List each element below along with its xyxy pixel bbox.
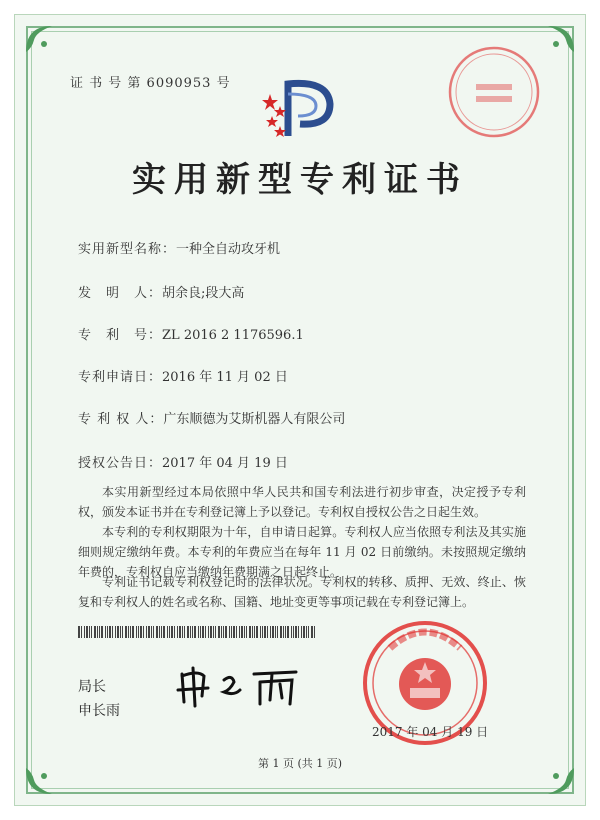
field-value: 胡余良;段大高 xyxy=(162,286,245,301)
barcode-bar xyxy=(303,626,305,638)
barcode-bar xyxy=(231,626,232,638)
barcode-bar xyxy=(194,626,196,638)
barcode-bar xyxy=(148,626,150,638)
signature-title: 局长 xyxy=(78,679,106,695)
barcode-bar xyxy=(187,626,189,638)
barcode-icon xyxy=(78,626,318,638)
barcode-bar xyxy=(151,626,152,638)
barcode-bar xyxy=(311,626,313,638)
barcode-bar xyxy=(213,626,214,638)
barcode-bar xyxy=(252,626,253,638)
field-application-date xyxy=(78,366,288,385)
barcode-bar xyxy=(283,626,284,638)
barcode-bar xyxy=(163,626,165,638)
barcode-bar xyxy=(200,626,201,638)
barcode-bar xyxy=(236,626,237,638)
field-value: ZL 2016 2 1176596.1 xyxy=(162,328,304,343)
barcode-bar xyxy=(107,626,108,638)
barcode-bar xyxy=(171,626,173,638)
barcode-bar xyxy=(78,626,80,638)
barcode-bar xyxy=(267,626,268,638)
barcode-bar xyxy=(190,626,191,638)
barcode-bar xyxy=(306,626,307,638)
barcode-bar xyxy=(156,626,158,638)
barcode-bar xyxy=(86,626,88,638)
field-utility-model-name xyxy=(78,238,280,257)
field-patentee xyxy=(78,408,345,427)
barcode-bar xyxy=(117,626,119,638)
certificate-title: 实用新型专利证书 xyxy=(132,160,468,200)
barcode-bar xyxy=(84,626,85,638)
certificate-number xyxy=(70,72,231,91)
barcode-bar xyxy=(132,626,134,638)
barcode-bar xyxy=(81,626,82,638)
seal-date: 2017 年 04 月 19 日 xyxy=(372,725,489,739)
barcode-bar xyxy=(291,626,292,638)
signature-name: 申长雨 xyxy=(78,703,120,719)
barcode-bar xyxy=(167,626,168,638)
barcode-bar xyxy=(229,626,230,638)
barcode-bar xyxy=(285,626,286,638)
corner-ornament-icon xyxy=(22,22,56,56)
barcode-bar xyxy=(218,626,220,638)
field-value: 广东顺德为艾斯机器人有限公司 xyxy=(163,412,346,427)
corner-ornament-icon xyxy=(544,22,578,56)
agency-stamp-icon xyxy=(446,44,542,140)
body-paragraph: 本实用新型经过本局依照中华人民共和国专利法进行初步审查，决定授予专利权，颁发本证书并在专利登记簿上予以登记。专利权自授权公告之日起生效。 xyxy=(78,485,526,519)
barcode-bar xyxy=(182,626,183,638)
handwritten-signature-icon xyxy=(168,660,308,710)
certificate-number-value: 6090953 xyxy=(146,76,212,91)
barcode-bar xyxy=(272,626,274,638)
barcode-bar xyxy=(159,626,160,638)
barcode-bar xyxy=(298,626,299,638)
barcode-bar xyxy=(275,626,276,638)
page-number: 第 1 页 (共 1 页) xyxy=(257,757,343,770)
barcode-bar xyxy=(99,626,100,638)
barcode-bar xyxy=(301,626,302,638)
barcode-bar xyxy=(270,626,271,638)
patent-office-logo-icon xyxy=(258,74,338,144)
barcode-bar xyxy=(221,626,222,638)
barcode-bar xyxy=(262,626,263,638)
barcode-bar xyxy=(153,626,154,638)
barcode-bar xyxy=(115,626,116,638)
barcode-bar xyxy=(198,626,199,638)
field-value: 一种全自动攻牙机 xyxy=(176,242,281,257)
field-label: 实用新型名称： xyxy=(78,242,177,257)
barcode-bar xyxy=(112,626,113,638)
barcode-bar xyxy=(241,626,243,638)
barcode-bar xyxy=(109,626,111,638)
barcode-bar xyxy=(136,626,137,638)
certificate-number-label: 证 书 号 第 xyxy=(70,76,142,91)
barcode-bar xyxy=(101,626,103,638)
barcode-bar xyxy=(287,626,289,638)
field-value: 2016 年 11 月 02 日 xyxy=(162,370,288,385)
barcode-bar xyxy=(244,626,245,638)
barcode-bar xyxy=(146,626,147,638)
barcode-bar xyxy=(205,626,206,638)
barcode-bar xyxy=(233,626,235,638)
barcode-bar xyxy=(125,626,127,638)
barcode-bar xyxy=(122,626,123,638)
barcode-bar xyxy=(128,626,129,638)
barcode-bar xyxy=(89,626,90,638)
barcode-bar xyxy=(260,626,261,638)
barcode-bar xyxy=(120,626,121,638)
field-label: 专 利 权 人： xyxy=(78,412,164,427)
field-label: 发 明 人： xyxy=(78,286,163,301)
barcode-bar xyxy=(179,626,181,638)
barcode-bar xyxy=(208,626,209,638)
field-label: 授权公告日： xyxy=(78,456,163,471)
barcode-bar xyxy=(264,626,266,638)
barcode-bar xyxy=(130,626,131,638)
barcode-bar xyxy=(246,626,247,638)
barcode-bar xyxy=(97,626,98,638)
barcode-bar xyxy=(277,626,278,638)
body-paragraph: 专利证书记载专利权登记时的法律状况。专利权的转移、质押、无效、终止、恢复和专利权人的姓名或名称、国籍、地址变更等事项记载在专利登记簿上。 xyxy=(78,575,526,609)
barcode-bar xyxy=(239,626,240,638)
barcode-bar xyxy=(280,626,282,638)
barcode-bar xyxy=(254,626,255,638)
body-paragraph: 本专利的专利权期限为十年，自申请日起算。专利权人应当依照专利法及其实施细则规定缴纳年费。本专利的年费应当在每年 11 月 02 日前缴纳。未按照规定缴纳年费的，专利权自应当缴纳年费期满之日起终止。 xyxy=(78,525,526,579)
field-inventor xyxy=(78,282,244,301)
barcode-bar xyxy=(314,626,315,638)
field-value: 2017 年 04 月 19 日 xyxy=(162,456,288,471)
barcode-bar xyxy=(249,626,251,638)
barcode-bar xyxy=(174,626,175,638)
barcode-bar xyxy=(91,626,92,638)
barcode-bar xyxy=(225,626,227,638)
barcode-bar xyxy=(256,626,258,638)
field-patent-number xyxy=(78,324,304,343)
barcode-bar xyxy=(215,626,216,638)
field-label: 专利申请日： xyxy=(78,370,163,385)
barcode-bar xyxy=(140,626,142,638)
barcode-bar xyxy=(192,626,193,638)
barcode-bar xyxy=(143,626,144,638)
field-label: 专 利 号： xyxy=(78,328,163,343)
barcode-bar xyxy=(202,626,204,638)
barcode-bar xyxy=(105,626,106,638)
barcode-bar xyxy=(94,626,96,638)
barcode-bar xyxy=(295,626,297,638)
field-grant-date xyxy=(78,452,288,471)
barcode-bar xyxy=(293,626,294,638)
barcode-bar xyxy=(138,626,139,638)
barcode-bar xyxy=(308,626,309,638)
barcode-bar xyxy=(169,626,170,638)
barcode-bar xyxy=(161,626,162,638)
certificate-number-suffix: 号 xyxy=(216,76,231,91)
barcode-bar xyxy=(184,626,185,638)
barcode-bar xyxy=(223,626,224,638)
barcode-bar xyxy=(210,626,212,638)
barcode-bar xyxy=(177,626,178,638)
